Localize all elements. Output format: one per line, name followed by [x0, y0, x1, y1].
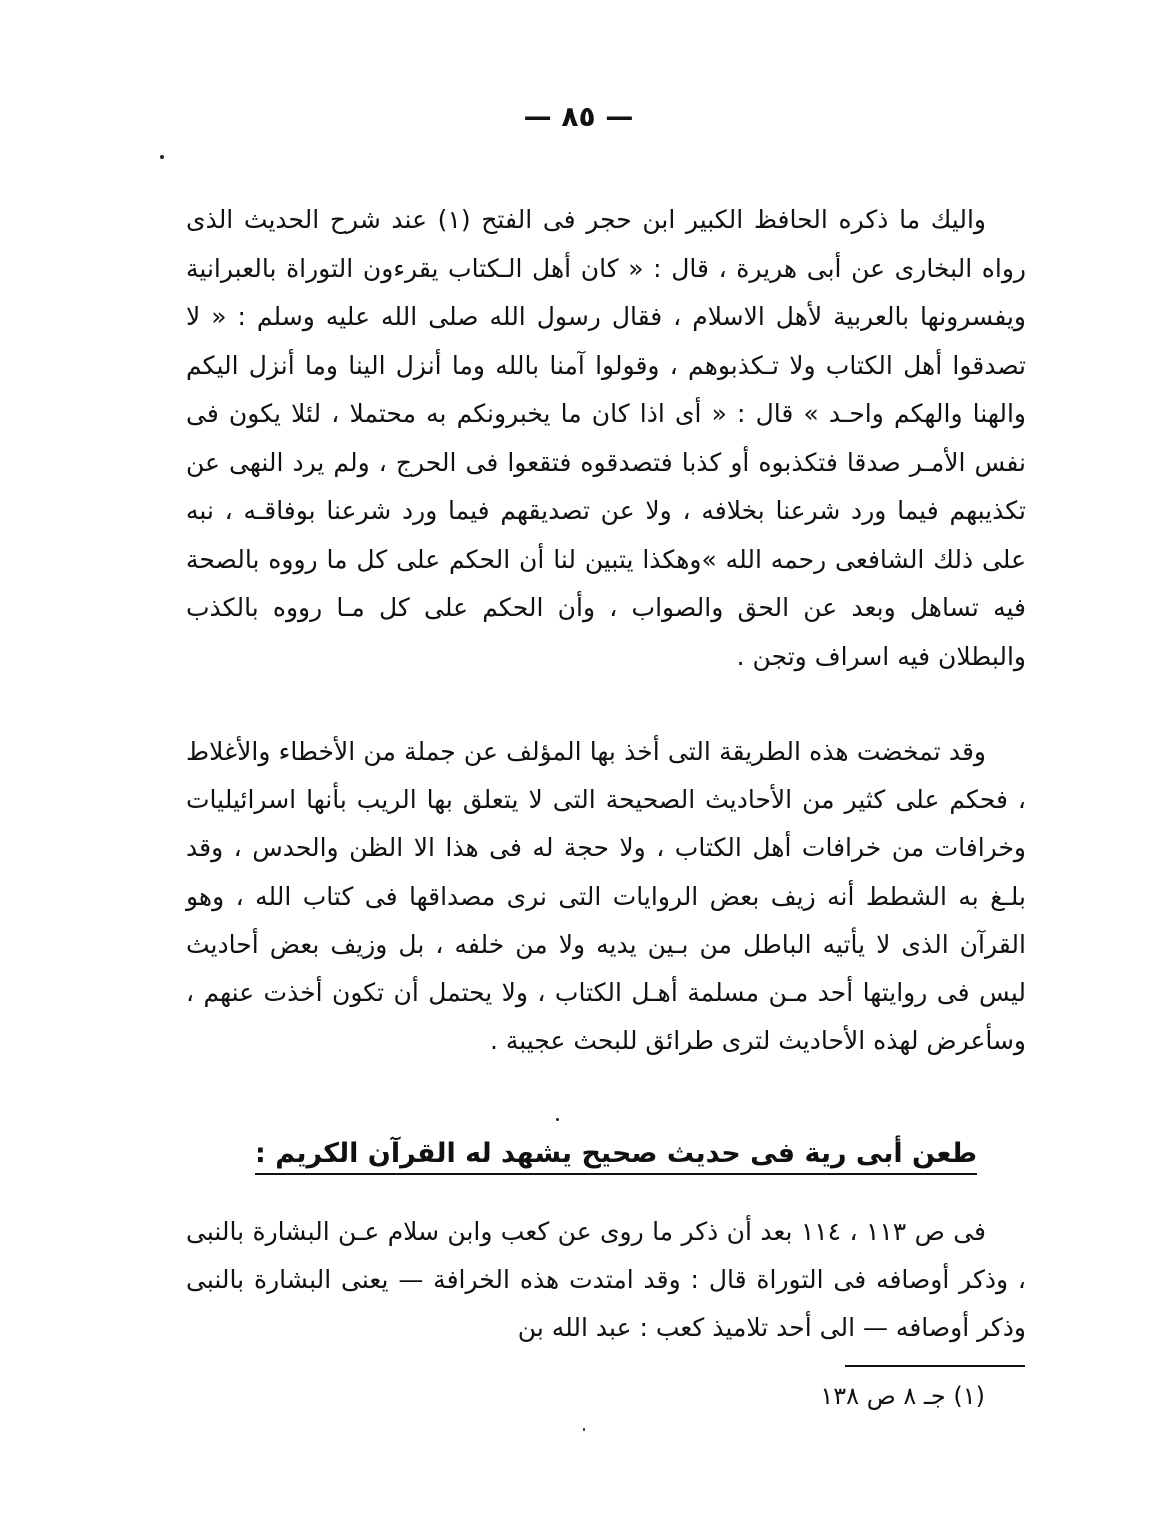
- section-heading: طعن أبى رية فى حديث صحيح يشهد له القرآن الكريم :: [255, 1138, 977, 1175]
- scan-speck: [160, 155, 164, 159]
- paragraph-ibn-hajar-quote: واليك ما ذكره الحافظ الكبير ابن حجر فى الفتح (١) عند شرح الحديث الذى رواه البخارى عن أبى هريرة ، قال : « كان أهل الـكتاب يقرءون التوراة بالعبرانية ويفسرونها بالعربية لأهل الاسلام ، فقال رسول الله صلى الله عليه وسلم : « لا تصدقوا أهل الكتاب ولا تـكذبوهم ، وقولوا آمنا بالله وما أنزل الينا وما أنزل اليكم والهنا والهكم واحـد » قال : « أى اذا كان ما يخبرونكم به محتملا ، لئلا يكون فى نفس الأمـر صدقا فتكذبوه أو كذبا فتصدقوه فتقعوا فى الحرج ، ولم يرد النهى عن تكذيبهم فيما ورد شرعنا بخلافه ، ولا عن تصديقهم فيما ورد شرعنا بوفاقـه ، نبه على ذلك الشافعى رحمه الله »وهكذا يتبين لنا أن الحكم على كل ما رووه بالصحة فيه تساهل وبعد عن الحق والصواب ، وأن الحكم على كل مـا رووه بالكذب والبطلان فيه اسراف وتجن .: [186, 205, 1026, 671]
- paragraph-author-errors: وقد تمخضت هذه الطريقة التى أخذ بها المؤلف عن جملة من الأخطاء والأغلاط ، فحكم على كثير من الأحاديث الصحيحة التى لا يتعلق بها الريب بأنها اسرائيليات وخرافات من خرافات أهل الكتاب ، ولا حجة له فى هذا الا الظن والحدس ، وقد بلـغ به الشطط أنه زيف بعض الروايات التى نرى مصداقها فى كتاب الله ، وهو القرآن الذى لا يأتيه الباطل من بـين يديه ولا من خلفه ، بل وزيف بعض أحاديث ليس فى روايتها أحد مـن مسلمة أهـل الكتاب ، ولا يحتمل أن تكون أخذت عنهم ، وسأعرض لهذه الأحاديث لترى طرائق للبحث عجيبة .: [186, 737, 1026, 1056]
- footnote: (١) جـ ٨ ص ١٣٨: [820, 1382, 985, 1410]
- paragraph-page-reference: فى ص ١١٣ ، ١١٤ بعد أن ذكر ما روى عن كعب وابن سلام عـن البشارة بالنبى ، وذكر أوصافه فى التوراة قال : وقد امتدت هذه الخرافة — يعنى البشارة بالنبى وذكر أوصافه — الى أحد تلاميذ كعب : عبد الله بن: [186, 1217, 1026, 1342]
- footnote-separator: [845, 1365, 1025, 1367]
- scan-speck: [556, 1118, 559, 1121]
- scan-speck: [583, 1428, 585, 1431]
- page-number: — ٨٥ —: [523, 100, 634, 133]
